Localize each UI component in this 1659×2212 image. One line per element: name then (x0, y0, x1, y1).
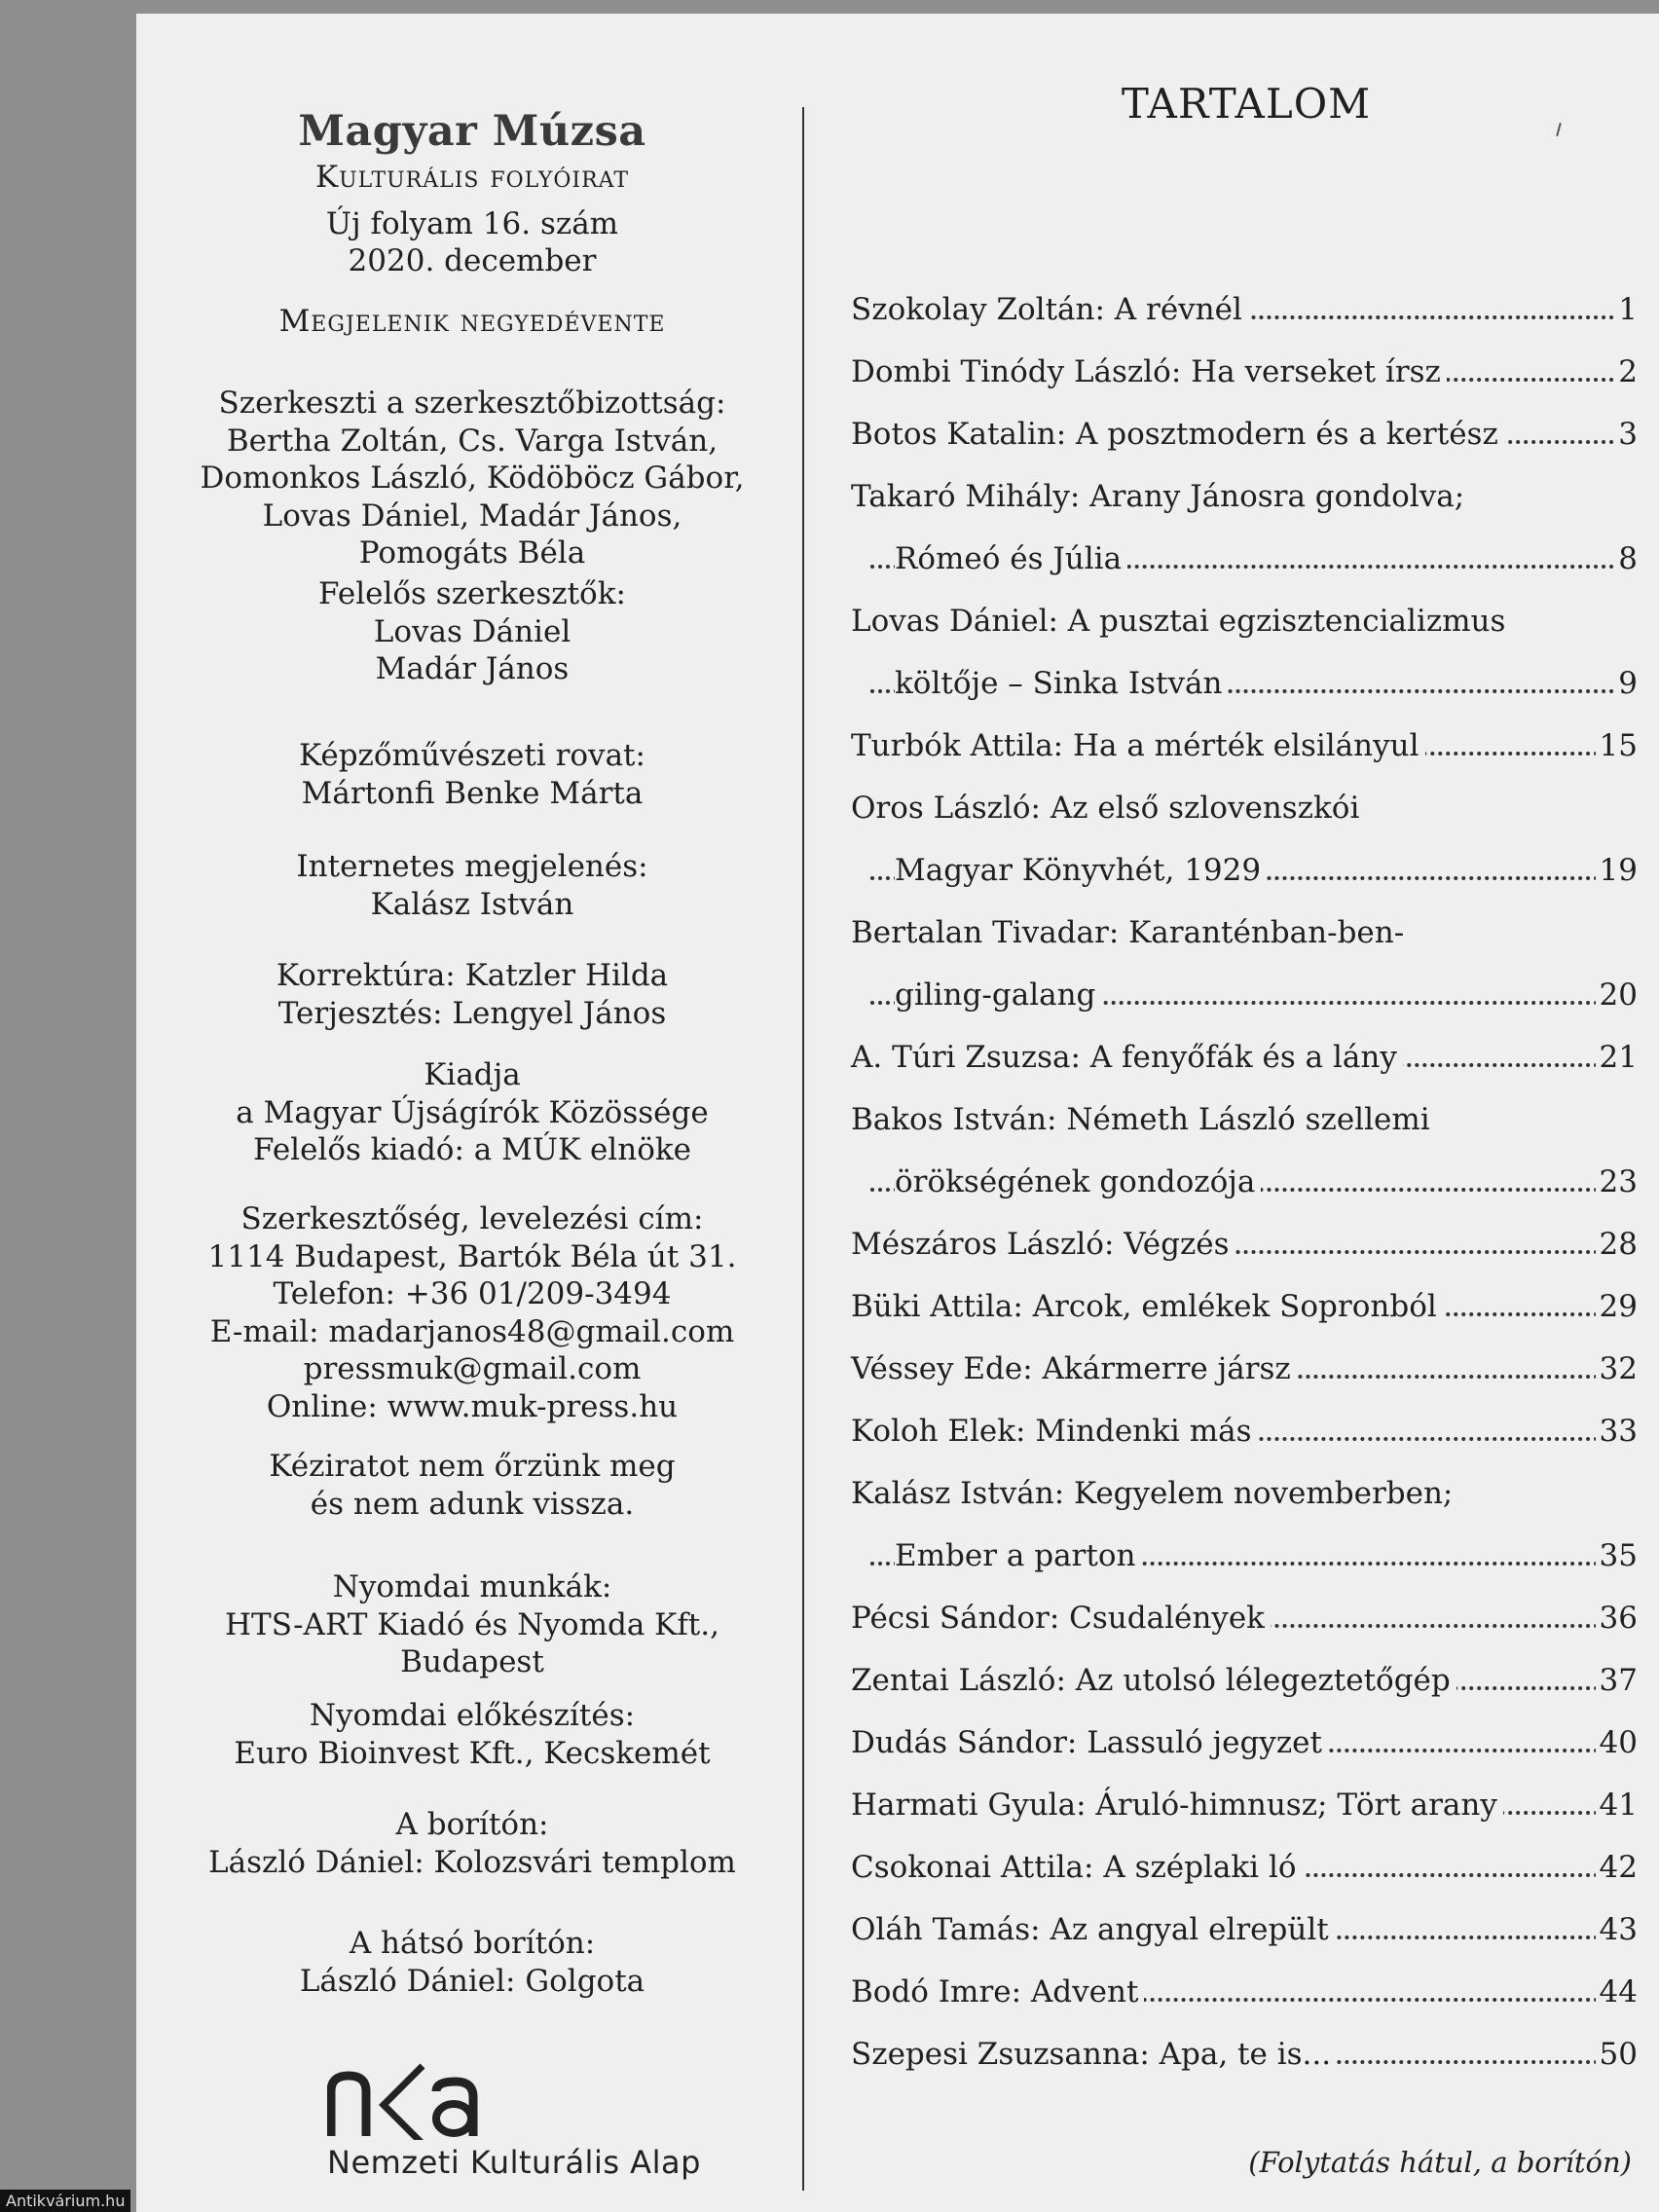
toc-entry-title: Véssey Ede: Akármerre jársz (851, 1347, 1297, 1390)
journal-subtitle: Kulturális folyóirat (314, 160, 630, 195)
toc-page-number: 8 (1614, 537, 1638, 580)
publication-frequency: Megjelenik negyedévente (278, 304, 666, 339)
colophon-line: pressmuk@gmail.com (303, 1351, 642, 1386)
toc-entry (851, 1036, 1638, 1079)
colophon-line: Kalász István (370, 886, 574, 922)
toc-entry (851, 1784, 1638, 1826)
toc-entry-title: giling-galang (895, 974, 1101, 1016)
colophon-line: Képzőművészeti rovat: (299, 738, 645, 773)
toc-entry-title: Oros László: Az első szlovenszkói (851, 787, 1365, 830)
colophon-line: Internetes megjelenés: (296, 849, 648, 884)
toc-entry (851, 1347, 1638, 1390)
nka-logo-text: Nemzeti Kulturális Alap (327, 2144, 701, 2181)
colophon-line: Felelős szerkesztők: (318, 576, 626, 611)
colophon-line: Szerkeszti a szerkesztőbizottság: (218, 386, 726, 421)
colophon-line: Bertha Zoltán, Cs. Varga István, (226, 423, 719, 459)
toc-page-number: 41 (1596, 1784, 1638, 1826)
toc-entry (851, 475, 1638, 518)
toc-entry (851, 1971, 1638, 2013)
toc-page-number: 2 (1614, 350, 1638, 393)
toc-entry (851, 288, 1638, 331)
toc-entry-title: Bertalan Tivadar: Karanténban-ben- (851, 911, 1410, 954)
colophon-line: Pomogáts Béla (358, 535, 586, 571)
toc-page-number: 1 (1614, 288, 1638, 331)
column-divider (802, 107, 804, 2191)
toc-entry-title: Magyar Könyvhét, 1929 (895, 849, 1267, 892)
toc-entry-title: Takaró Mihály: Arany Jánosra gondolva; (851, 475, 1470, 518)
colophon-line: HTS-ART Kiadó és Nyomda Kft., (225, 1606, 719, 1642)
colophon-line: és nem adunk vissza. (310, 1486, 635, 1522)
toc-entry (851, 1659, 1638, 1702)
journal-page (136, 14, 1659, 2212)
colophon-line: Online: www.muk-press.hu (266, 1388, 679, 1424)
toc-page-number: 9 (1614, 662, 1638, 705)
toc-entry (851, 787, 1638, 830)
toc-entry-title: Büki Attila: Arcok, emlékek Sopronból (851, 1285, 1443, 1328)
colophon-column (136, 14, 808, 2212)
toc-entry-title: Lovas Dániel: A pusztai egzisztencializmus (851, 600, 1511, 643)
toc-page-number: 36 (1596, 1597, 1638, 1640)
toc-entry-title: Szokolay Zoltán: A révnél (851, 288, 1248, 331)
colophon-line: Lovas Dániel (373, 613, 571, 649)
colophon-line: a Magyar Újságírók Közössége (236, 1094, 709, 1130)
watermark: Antikvárium.hu (0, 2190, 130, 2212)
colophon-line: Lovas Dániel, Madár János, (262, 498, 682, 534)
colophon-line: Kiadja (424, 1057, 521, 1092)
colophon-line: 1114 Budapest, Bartók Béla út 31. (207, 1238, 737, 1274)
toc-page-number: 43 (1596, 1908, 1638, 1951)
toc-page-number: 20 (1596, 974, 1638, 1016)
toc-page-number: 33 (1596, 1410, 1638, 1453)
toc-continuation-note: (Folytatás hátul, a borítón) (1248, 2146, 1632, 2179)
toc-page-number: 37 (1596, 1659, 1638, 1702)
colophon-line: Euro Bioinvest Kft., Kecskemét (234, 1735, 711, 1771)
issue-number: Új folyam 16. szám (325, 206, 619, 241)
toc-entry (851, 1534, 1638, 1577)
toc-entry (851, 1846, 1638, 1889)
colophon-line: Madár János (375, 651, 570, 686)
nka-logo (327, 2062, 736, 2189)
toc-entry (851, 1597, 1638, 1640)
toc-page-number: 28 (1596, 1223, 1638, 1266)
toc-title: TARTALOM (1121, 80, 1372, 128)
toc-entry-title: Zentai László: Az utolsó lélegeztetőgép (851, 1659, 1456, 1702)
colophon-line: A hátsó borítón: (349, 1926, 596, 1961)
toc-entry (851, 724, 1638, 767)
toc-page-number: 3 (1614, 413, 1638, 456)
toc-entry-title: költője – Sinka István (895, 662, 1228, 705)
colophon-line: Mártonfi Benke Márta (301, 775, 644, 811)
colophon-line: Domonkos László, Ködöböcz Gábor, (200, 461, 745, 496)
toc-entry (851, 2033, 1638, 2076)
toc-entry-title: Botos Katalin: A posztmodern és a kertész (851, 413, 1504, 456)
toc-entry (851, 1285, 1638, 1328)
journal-title: Magyar Múzsa (298, 107, 646, 156)
toc-page-number: 42 (1596, 1846, 1638, 1889)
colophon-line: E-mail: madarjanos48@gmail.com (209, 1313, 735, 1349)
toc-entry-title: Kalász István: Kegyelem novemberben; (851, 1472, 1458, 1515)
toc-entry (851, 350, 1638, 393)
toc-entry-title: Csokonai Attila: A széplaki ló (851, 1846, 1303, 1889)
toc-entry (851, 1721, 1638, 1764)
toc-entry (851, 1472, 1638, 1515)
toc-entry-title: Mészáros László: Végzés (851, 1223, 1235, 1266)
colophon-line: Szerkesztőség, levelezési cím: (240, 1201, 704, 1236)
toc-entry (851, 600, 1638, 643)
nka-logo-mark (327, 2062, 493, 2140)
toc-entry (851, 911, 1638, 954)
toc-page-number: 15 (1596, 724, 1638, 767)
toc-entry-title: Harmati Gyula: Áruló-himnusz; Tört arany (851, 1784, 1503, 1826)
toc-entry (851, 1908, 1638, 1951)
colophon-line: Nyomdai előkészítés: (309, 1698, 636, 1733)
toc-entry (851, 413, 1638, 456)
colophon-line: László Dániel: Golgota (299, 1963, 645, 1999)
issue-date: 2020. december (348, 243, 597, 278)
toc-entry (851, 849, 1638, 892)
toc-entry-title: Szepesi Zsuzsanna: Apa, te is... (851, 2033, 1337, 2076)
toc-page-number: 35 (1596, 1534, 1638, 1577)
toc-entry (851, 1098, 1638, 1141)
toc-page-number: 23 (1596, 1161, 1638, 1203)
toc-entry (851, 537, 1638, 580)
toc-entry-title: A. Túri Zsuzsa: A fenyőfák és a lány (851, 1036, 1403, 1079)
toc-entry (851, 1161, 1638, 1203)
toc-entry (851, 662, 1638, 705)
toc-entry-title: Pécsi Sándor: Csudalények (851, 1597, 1271, 1640)
toc-entry-title: Ember a parton (895, 1534, 1141, 1577)
toc-page-number: 50 (1596, 2033, 1638, 2076)
colophon-line: Nyomdai munkák: (332, 1569, 612, 1604)
colophon-line: Terjesztés: Lengyel János (277, 995, 667, 1031)
colophon-line: Felelős kiadó: a MÚK elnöke (253, 1132, 691, 1167)
colophon-line: Kéziratot nem őrzünk meg (269, 1449, 676, 1484)
toc-entry (851, 1223, 1638, 1266)
toc-entry-title: Turbók Attila: Ha a mérték elsilányul (851, 724, 1425, 767)
toc-entry-title: Bodó Imre: Advent (851, 1971, 1144, 2013)
toc-entry (851, 974, 1638, 1016)
toc-entry-title: Dudás Sándor: Lassuló jegyzet (851, 1721, 1328, 1764)
toc-page-number: 29 (1596, 1285, 1638, 1328)
toc-column (837, 14, 1655, 2212)
colophon-line: Telefon: +36 01/209-3494 (273, 1276, 672, 1311)
toc-entry-title: Bakos István: Németh László szellemi (851, 1098, 1436, 1141)
toc-entry-title: Oláh Tamás: Az angyal elrepült (851, 1908, 1335, 1951)
colophon-line: A borítón: (395, 1807, 549, 1842)
toc-page-number: 21 (1596, 1036, 1638, 1079)
colophon-line: László Dániel: Kolozsvári templom (208, 1844, 736, 1880)
toc-entry-title: Koloh Elek: Mindenki más (851, 1410, 1257, 1453)
toc-page-number: 44 (1596, 1971, 1638, 2013)
toc-entry-title: Dombi Tinódy László: Ha verseket írsz (851, 350, 1447, 393)
colophon-line: Korrektúra: Katzler Hilda (276, 958, 669, 993)
colophon-line: Budapest (400, 1644, 544, 1679)
toc-page-number: 40 (1596, 1721, 1638, 1764)
toc-entry (851, 1410, 1638, 1453)
toc-entry-title: örökségének gondozója (895, 1161, 1261, 1203)
toc-entry-title: Rómeó és Júlia (895, 537, 1127, 580)
toc-page-number: 32 (1596, 1347, 1638, 1390)
toc-page-number: 19 (1596, 849, 1638, 892)
